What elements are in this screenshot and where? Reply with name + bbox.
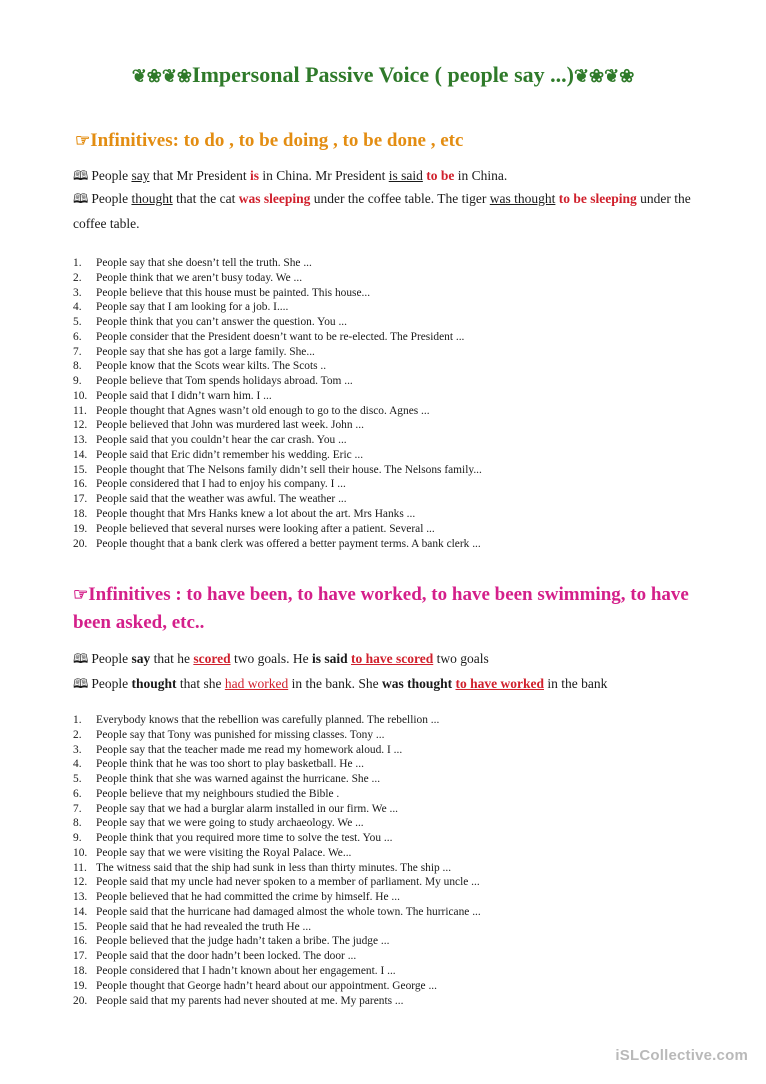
- list-item: [73, 463, 713, 478]
- example-text: that she: [176, 676, 225, 691]
- list-item-number: 6.: [73, 787, 82, 800]
- list-item-text: People believe that my neighbours studied the Bible .: [96, 787, 340, 800]
- example-underlined: was thought: [489, 191, 556, 206]
- list-item-text: People consider that the President doesn’t want to be re-elected. The President ...: [96, 330, 465, 343]
- example-highlight: to be: [426, 168, 455, 183]
- list-item-number: 13.: [73, 891, 88, 904]
- list-item-text: People believed that he had committed the crime by himself. He ...: [96, 891, 400, 904]
- list-item-text: People believe that this house must be painted. This house...: [96, 286, 371, 299]
- section1-example-2: [73, 186, 693, 236]
- list-item-text: People said that the hurricane had damaged almost the whole town. The hurricane ...: [96, 905, 481, 918]
- list-item: [73, 492, 713, 507]
- list-item-text: People said that you couldn’t hear the car crash. You ...: [96, 434, 347, 447]
- list-item-number: 2.: [73, 271, 82, 284]
- list-item: [73, 330, 713, 345]
- open-book-icon: 🕮: [73, 168, 89, 183]
- list-item: [73, 315, 713, 330]
- list-item-number: 4.: [73, 758, 82, 771]
- list-item: [73, 964, 713, 979]
- list-item-number: 20.: [73, 994, 88, 1007]
- section2-example-2: [73, 675, 607, 697]
- list-item: [73, 861, 713, 876]
- list-item-number: 15.: [73, 463, 88, 476]
- example-bold: thought: [131, 676, 177, 691]
- list-item: [73, 433, 713, 448]
- list-item-text: People know that the Scots wear kilts. The Scots ..: [96, 360, 327, 373]
- list-item-text: People believed that the judge hadn’t taken a bribe. The judge ...: [96, 935, 390, 948]
- list-item: [73, 286, 713, 301]
- list-item: [73, 743, 713, 758]
- list-item: [73, 477, 713, 492]
- example-bold: say: [131, 651, 151, 666]
- section2-exercise-list: [73, 713, 713, 1008]
- example-text: two goals: [433, 651, 489, 666]
- list-item-text: People say that Tony was punished for missing classes. Tony ...: [96, 728, 385, 741]
- list-item-number: 14.: [73, 905, 88, 918]
- list-item: [73, 300, 713, 315]
- list-item-number: 7.: [73, 345, 82, 358]
- list-item-number: 17.: [73, 950, 88, 963]
- example-text: in the bank: [543, 676, 608, 691]
- list-item: [73, 271, 713, 286]
- list-item: [73, 802, 713, 817]
- list-item-text: People say that she doesn’t tell the truth. She ...: [96, 257, 312, 269]
- list-item-number: 12.: [73, 876, 88, 889]
- list-item-number: 16.: [73, 935, 88, 948]
- example-underlined: say: [131, 168, 150, 183]
- list-item-number: 2.: [73, 728, 82, 741]
- example-highlight: scored: [193, 651, 231, 666]
- example-text: that the cat: [172, 191, 239, 206]
- example-bold: is said: [311, 651, 348, 666]
- page-title-text: Impersonal Passive Voice ( people say ...): [192, 62, 574, 87]
- list-item-number: 3.: [73, 743, 82, 756]
- section1-heading: [75, 130, 463, 152]
- example-text: People: [91, 676, 132, 691]
- list-item-number: 10.: [73, 389, 88, 402]
- list-item-text: People said that my uncle had never spoken to a member of parliament. My uncle ...: [96, 876, 480, 889]
- list-item-number: 1.: [73, 257, 82, 269]
- list-item-text: People thought that a bank clerk was offered a better payment terms. A bank clerk ...: [96, 537, 481, 550]
- flower-ornament-right-icon: ❦❀❦❀: [573, 66, 635, 86]
- example-text: People: [91, 168, 132, 183]
- open-book-icon: 🕮: [73, 191, 89, 206]
- list-item-text: People thought that The Nelsons family didn’t sell their house. The Nelsons family...: [96, 463, 482, 476]
- list-item: [73, 875, 713, 890]
- flower-ornament-left-icon: ❦❀❦❀: [131, 66, 193, 86]
- list-item-number: 17.: [73, 493, 88, 506]
- list-item-number: 18.: [73, 508, 88, 521]
- example-highlight: to be sleeping: [558, 191, 637, 206]
- section2-example-1: [73, 650, 489, 672]
- list-item: [73, 846, 713, 861]
- list-item-text: People believed that several nurses were looking after a patient. Several ...: [96, 522, 435, 535]
- example-text: under the coffee table.: [73, 191, 691, 231]
- list-item-text: Everybody knows that the rebellion was carefully planned. The rebellion ...: [96, 714, 440, 726]
- list-item-text: People say that we had a burglar alarm installed in our firm. We ...: [96, 802, 399, 815]
- list-item-number: 6.: [73, 330, 82, 343]
- example-text: in the bank. She: [288, 676, 382, 691]
- list-item: [73, 890, 713, 905]
- list-item-number: 4.: [73, 301, 82, 314]
- section2-heading-text: Infinitives : to have been, to have worked, to have been swimming, to have been asked, etc..: [73, 584, 689, 633]
- list-item-text: People say that I am looking for a job. I....: [96, 301, 289, 314]
- section2-heading: [73, 581, 713, 637]
- example-text: that Mr President: [149, 168, 250, 183]
- list-item: [73, 404, 713, 419]
- list-item-number: 9.: [73, 832, 82, 845]
- list-item-number: 18.: [73, 965, 88, 978]
- list-item: [73, 905, 713, 920]
- list-item-text: People said that he had revealed the truth He ...: [96, 920, 312, 933]
- list-item: [73, 787, 713, 802]
- list-item-number: 8.: [73, 817, 82, 830]
- list-item-number: 5.: [73, 773, 82, 786]
- list-item-text: People said that Eric didn’t remember his wedding. Eric ...: [96, 448, 364, 461]
- example-text: that he: [150, 651, 194, 666]
- list-item-text: People think that you required more time to solve the test. You ...: [96, 832, 393, 845]
- example-text: People: [91, 191, 132, 206]
- example-underlined: thought: [131, 191, 173, 206]
- page-title: [0, 62, 766, 88]
- list-item-text: People say that she has got a large family. She...: [96, 345, 315, 358]
- list-item-number: 9.: [73, 375, 82, 388]
- list-item: [73, 979, 713, 994]
- list-item-text: People think that you can’t answer the question. You ...: [96, 316, 347, 329]
- watermark: iSLCollective.com: [615, 1047, 748, 1064]
- list-item-text: People say that we were visiting the Royal Palace. We...: [96, 846, 352, 859]
- example-highlight: had worked: [224, 676, 289, 691]
- list-item: [73, 994, 713, 1009]
- section1-heading-text: Infinitives: to do , to be doing , to be done , etc: [90, 130, 464, 151]
- list-item: [73, 507, 713, 522]
- list-item: [73, 374, 713, 389]
- example-text: in China.: [454, 168, 508, 183]
- example-highlight: to have scored: [351, 651, 434, 666]
- example-underlined: is said: [388, 168, 423, 183]
- list-item-text: People said that I didn’t warn him. I ...: [96, 389, 272, 402]
- list-item-text: People say that the teacher made me read my homework aloud. I ...: [96, 743, 403, 756]
- list-item-text: People think that she was warned against the hurricane. She ...: [96, 773, 381, 786]
- list-item: [73, 345, 713, 360]
- list-item-number: 1.: [73, 714, 82, 726]
- list-item: [73, 934, 713, 949]
- list-item: [73, 522, 713, 537]
- example-highlight: is: [249, 168, 259, 183]
- list-item-number: 14.: [73, 448, 88, 461]
- list-item: [73, 418, 713, 433]
- list-item-number: 10.: [73, 846, 88, 859]
- pointing-hand-icon: ☞: [73, 585, 89, 604]
- list-item: [73, 359, 713, 374]
- list-item-number: 16.: [73, 478, 88, 491]
- section1-exercise-list: [73, 256, 713, 551]
- list-item: [73, 728, 713, 743]
- list-item: [73, 713, 713, 728]
- list-item-number: 7.: [73, 802, 82, 815]
- list-item: [73, 389, 713, 404]
- list-item-text: People considered that I hadn’t known about her engagement. I ...: [96, 965, 396, 978]
- list-item-number: 12.: [73, 419, 88, 432]
- list-item-text: People thought that George hadn’t heard about our appointment. George ...: [96, 979, 438, 992]
- list-item-text: People think that we aren’t busy today. We ...: [96, 271, 303, 284]
- list-item-number: 13.: [73, 434, 88, 447]
- example-highlight: was sleeping: [238, 191, 311, 206]
- list-item-number: 11.: [73, 861, 87, 874]
- list-item: [73, 757, 713, 772]
- list-item-text: People said that my parents had never shouted at me. My parents ...: [96, 994, 404, 1007]
- list-item-number: 5.: [73, 316, 82, 329]
- list-item: [73, 537, 713, 552]
- list-item: [73, 256, 713, 271]
- list-item-number: 3.: [73, 286, 82, 299]
- list-item-text: People say that we were going to study archaeology. We ...: [96, 817, 364, 830]
- example-text: in China. Mr President: [258, 168, 389, 183]
- example-text: two goals. He: [230, 651, 312, 666]
- list-item: [73, 448, 713, 463]
- list-item: [73, 772, 713, 787]
- list-item-text: The witness said that the ship had sunk in less than thirty minutes. The ship ...: [96, 861, 452, 874]
- example-bold: was thought: [381, 676, 453, 691]
- list-item-number: 8.: [73, 360, 82, 373]
- list-item-text: People considered that I had to enjoy his company. I ...: [96, 478, 346, 491]
- open-book-icon: 🕮: [73, 676, 89, 691]
- list-item-number: 15.: [73, 920, 88, 933]
- list-item: [73, 816, 713, 831]
- list-item: [73, 949, 713, 964]
- list-item-text: People thought that Mrs Hanks knew a lot about the art. Mrs Hanks ...: [96, 508, 416, 521]
- list-item-number: 11.: [73, 404, 87, 417]
- list-item-number: 20.: [73, 537, 88, 550]
- example-text: under the coffee table. The tiger: [310, 191, 490, 206]
- pointing-hand-icon: ☞: [75, 131, 91, 150]
- example-highlight: to have worked: [455, 676, 544, 691]
- example-text: People: [91, 651, 132, 666]
- list-item-number: 19.: [73, 522, 88, 535]
- list-item-text: People thought that Agnes wasn’t old enough to go to the disco. Agnes ...: [96, 404, 430, 417]
- open-book-icon: 🕮: [73, 651, 89, 666]
- list-item-text: People believed that John was murdered last week. John ...: [96, 419, 364, 432]
- list-item-text: People said that the weather was awful. The weather ...: [96, 493, 347, 506]
- list-item-text: People said that the door hadn’t been locked. The door ...: [96, 950, 357, 963]
- list-item-text: People think that he was too short to play basketball. He ...: [96, 758, 364, 771]
- list-item-number: 19.: [73, 979, 88, 992]
- list-item: [73, 920, 713, 935]
- list-item: [73, 831, 713, 846]
- list-item-text: People believe that Tom spends holidays abroad. Tom ...: [96, 375, 353, 388]
